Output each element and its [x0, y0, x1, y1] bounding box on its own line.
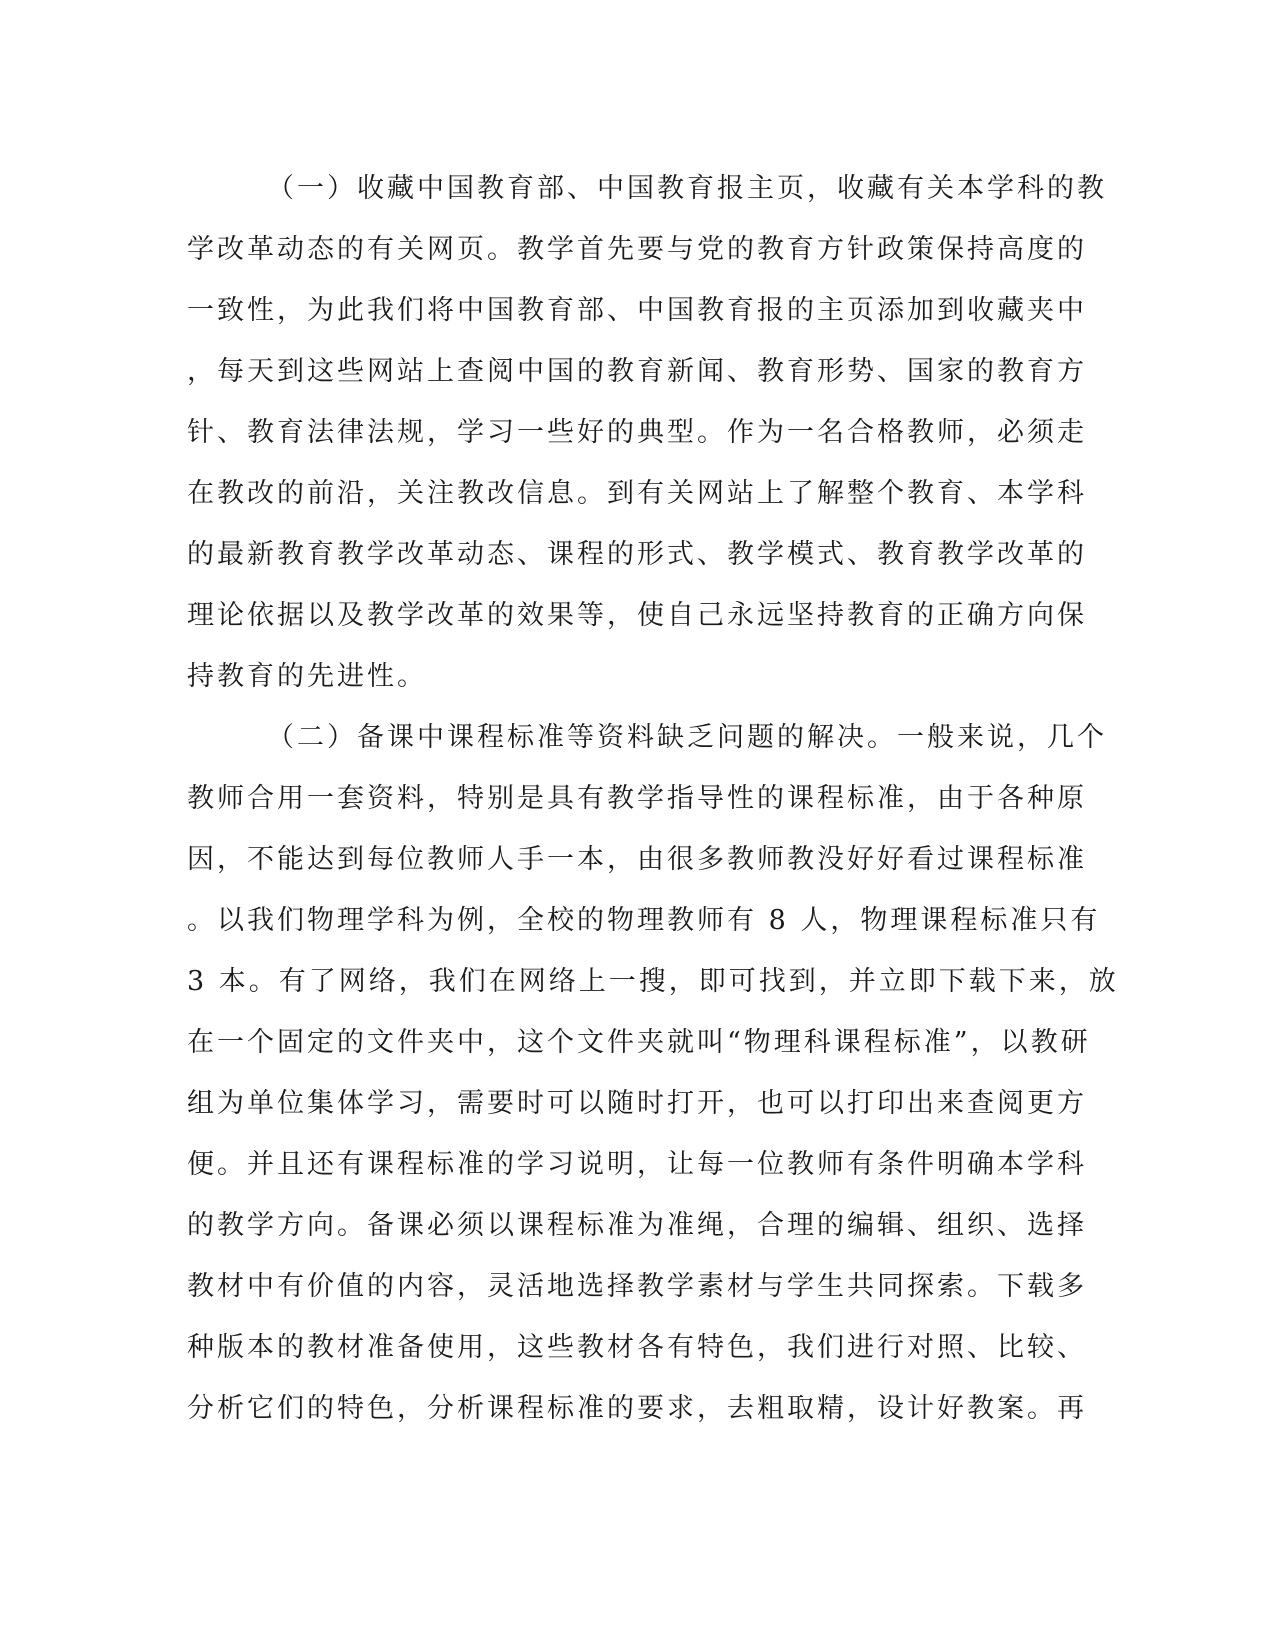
paragraph-line: 3 本。有了网络，我们在网络上一搜，即可找到，并立即下载下来，放 [187, 966, 1119, 997]
paragraph-line: ，每天到这些网站上查阅中国的教育新闻、教育形势、国家的教育方 [187, 356, 1087, 387]
paragraph-line: 一致性，为此我们将中国教育部、中国教育报的主页添加到收藏夹中 [187, 295, 1087, 326]
paragraph-line: 的教学方向。备课必须以课程标准为准绳，合理的编辑、组织、选择 [187, 1210, 1087, 1241]
paragraph-line: 的最新教育教学改革动态、课程的形式、教学模式、教育教学改革的 [187, 539, 1087, 570]
paragraph-line: 持教育的先进性。 [187, 661, 427, 692]
paragraph-line: （一）收藏中国教育部、中国教育报主页，收藏有关本学科的教 [267, 173, 1107, 204]
document-body [187, 158, 1119, 1439]
paragraph-line: 教材中有价值的内容，灵活地选择教学素材与学生共同探索。下载多 [187, 1271, 1087, 1302]
paragraph-line: 在一个固定的文件夹中，这个文件夹就叫“物理科课程标准”，以教研 [187, 1027, 1091, 1058]
paragraph-line: 针、教育法律法规，学习一些好的典型。作为一名合格教师，必须走 [187, 417, 1087, 448]
paragraph-2 [187, 707, 1119, 1439]
paragraph-1 [187, 158, 1107, 707]
paragraph-line: 因，不能达到每位教师人手一本，由很多教师教没好好看过课程标准 [187, 844, 1087, 875]
paragraph-line: 便。并且还有课程标准的学习说明，让每一位教师有条件明确本学科 [187, 1149, 1087, 1180]
paragraph-line: 理论依据以及教学改革的效果等，使自己永远坚持教育的正确方向保 [187, 600, 1087, 631]
paragraph-line: 。以我们物理学科为例，全校的物理教师有 8 人，物理课程标准只有 [187, 905, 1101, 936]
paragraph-line: 学改革动态的有关网页。教学首先要与党的教育方针政策保持高度的 [187, 234, 1087, 265]
paragraph-line: 分析它们的特色，分析课程标准的要求，去粗取精，设计好教案。再 [187, 1393, 1087, 1424]
paragraph-line: 种版本的教材准备使用，这些教材各有特色，我们进行对照、比较、 [187, 1332, 1087, 1363]
paragraph-line: 组为单位集体学习，需要时可以随时打开，也可以打印出来查阅更方 [187, 1088, 1087, 1119]
paragraph-line: （二）备课中课程标准等资料缺乏问题的解决。一般来说，几个 [267, 722, 1107, 753]
paragraph-line: 教师合用一套资料，特别是具有教学指导性的课程标准，由于各种原 [187, 783, 1087, 814]
paragraph-line: 在教改的前沿，关注教改信息。到有关网站上了解整个教育、本学科 [187, 478, 1087, 509]
